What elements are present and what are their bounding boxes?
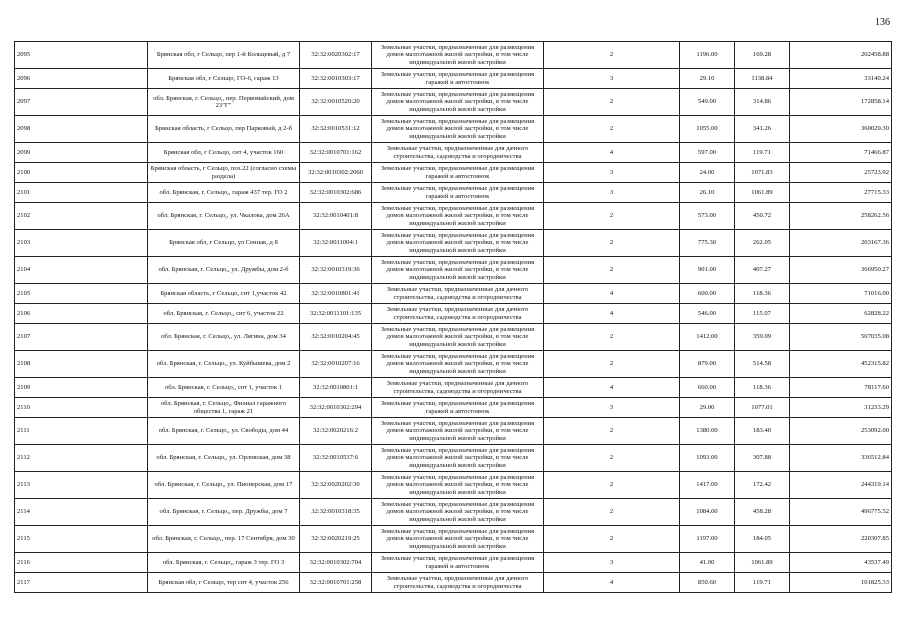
cadastral-value-cell: 25723.92 bbox=[790, 163, 892, 183]
area-cell: 597.00 bbox=[680, 143, 735, 163]
land-use-cell: Земельные участки, предназначенные для размещения гаражей и автостоянок bbox=[372, 398, 544, 418]
specific-value-cell: 119.71 bbox=[735, 143, 790, 163]
address-cell: обл. Брянская, г. Сельцо,, пер. Первомайский, дом 23"Г" bbox=[148, 89, 300, 116]
cadastral-value-cell: 244319.14 bbox=[790, 472, 892, 499]
land-use-cell: Земельные участки, предназначенные для размещения домов малоэтажной жилой застройки, в том числе индивидуальной жилой застройки bbox=[372, 351, 544, 378]
address-cell: обл. Брянская, г. Сельцо,, гараж 437 тер. ГО 2 bbox=[148, 183, 300, 203]
land-use-cell: Земельные участки, предназначенные для размещения домов малоэтажной жилой застройки, в том числе индивидуальной жилой застройки bbox=[372, 445, 544, 472]
table-row bbox=[15, 163, 892, 183]
group-cell: 2 bbox=[544, 351, 680, 378]
table-row bbox=[15, 183, 892, 203]
row-number: 2115 bbox=[15, 526, 148, 553]
cadastral-value-cell: 496775.52 bbox=[790, 499, 892, 526]
area-cell: 1380.00 bbox=[680, 418, 735, 445]
row-number: 2110 bbox=[15, 398, 148, 418]
specific-value-cell: 307.88 bbox=[735, 445, 790, 472]
cadastral-number-cell: 32:32:0010207:16 bbox=[300, 351, 372, 378]
address-cell: обл. Брянская, г. Сельцо,, Филиал гаражного общества 1, гараж 21 bbox=[148, 398, 300, 418]
specific-value-cell: 262.05 bbox=[735, 230, 790, 257]
address-cell: Брянская область, г Сельцо, снт 1,участок 42 bbox=[148, 284, 300, 304]
cadastral-number-cell: 32:32:0020219:25 bbox=[300, 526, 372, 553]
cadastral-value-cell: 202458.88 bbox=[790, 42, 892, 69]
table-row bbox=[15, 418, 892, 445]
group-cell: 3 bbox=[544, 69, 680, 89]
address-cell: Брянская область, г Сельцо, поз.22 (согласно схемы раздела) bbox=[148, 163, 300, 183]
land-use-cell: Земельные участки, предназначенные для размещения домов малоэтажной жилой застройки, в том числе индивидуальной жилой застройки bbox=[372, 203, 544, 230]
group-cell: 4 bbox=[544, 378, 680, 398]
address-cell: обл. Брянская, г. Сельцо,, гараж 3 тер. ГО 3 bbox=[148, 553, 300, 573]
cadastral-value-cell: 78117.60 bbox=[790, 378, 892, 398]
address-cell: Брянская обл, г Сельцо, тер снт 4, участок 256 bbox=[148, 573, 300, 593]
row-number: 2107 bbox=[15, 324, 148, 351]
area-cell: 1196.00 bbox=[680, 42, 735, 69]
group-cell: 2 bbox=[544, 499, 680, 526]
group-cell: 4 bbox=[544, 304, 680, 324]
cadastral-number-cell: 32:32:0010319:36 bbox=[300, 257, 372, 284]
cadastral-number-cell: 32:32:0010302:294 bbox=[300, 398, 372, 418]
cadastral-value-cell: 452315.82 bbox=[790, 351, 892, 378]
address-cell: обл. Брянская, г. Сельцо,, ул. Пионерская, дом 17 bbox=[148, 472, 300, 499]
cadastral-number-cell: 32:32:0010801:41 bbox=[300, 284, 372, 304]
address-cell: обл. Брянская, г. Сельцо,, ул. Орловская, дом 38 bbox=[148, 445, 300, 472]
area-cell: 24.00 bbox=[680, 163, 735, 183]
table-row bbox=[15, 398, 892, 418]
area-cell: 1197.00 bbox=[680, 526, 735, 553]
cadastral-number-cell: 32:32:0011101:135 bbox=[300, 304, 372, 324]
table-row bbox=[15, 378, 892, 398]
specific-value-cell: 1077.01 bbox=[735, 398, 790, 418]
address-cell: обл. Брянская, г. Сельцо,, ул. Дружбы, дом 2-б bbox=[148, 257, 300, 284]
cadastral-number-cell: 32:32:0010531:12 bbox=[300, 116, 372, 143]
land-use-cell: Земельные участки, предназначенные для дачного строительства, садоводства и огородничества bbox=[372, 304, 544, 324]
address-cell: обл. Брянская, г. Сельцо,, ул. Лягина, дом 34 bbox=[148, 324, 300, 351]
cadastral-number-cell: 32:32:0010302:704 bbox=[300, 553, 372, 573]
row-number: 2100 bbox=[15, 163, 148, 183]
group-cell: 4 bbox=[544, 143, 680, 163]
page-number: 136 bbox=[875, 17, 890, 28]
address-cell: обл. Брянская, г. Сельцо,, ул. Свободы, дом 44 bbox=[148, 418, 300, 445]
land-use-cell: Земельные участки, предназначенные для размещения гаражей и автостоянок bbox=[372, 553, 544, 573]
row-number: 2102 bbox=[15, 203, 148, 230]
cadastral-number-cell: 32:32:0010701:258 bbox=[300, 573, 372, 593]
table-row bbox=[15, 116, 892, 143]
address-cell: обл. Брянская, г. Сельцо,, пер. 17 Сентября, дом 30 bbox=[148, 526, 300, 553]
cadastral-value-cell: 101825.33 bbox=[790, 573, 892, 593]
area-cell: 1093.00 bbox=[680, 445, 735, 472]
specific-value-cell: 341.26 bbox=[735, 116, 790, 143]
table-row bbox=[15, 472, 892, 499]
table-row bbox=[15, 351, 892, 378]
row-number: 2109 bbox=[15, 378, 148, 398]
cadastral-value-cell: 71016.00 bbox=[790, 284, 892, 304]
cadastral-value-cell: 507035.08 bbox=[790, 324, 892, 351]
address-cell: обл. Брянская, г. Сельцо,, пер. Дружбы, дом 7 bbox=[148, 499, 300, 526]
table-row bbox=[15, 324, 892, 351]
group-cell: 2 bbox=[544, 526, 680, 553]
cadastral-number-cell: 32:32:0020302:17 bbox=[300, 42, 372, 69]
specific-value-cell: 407.27 bbox=[735, 257, 790, 284]
land-use-cell: Земельные участки, предназначенные для дачного строительства, садоводства и огородничества bbox=[372, 378, 544, 398]
cadastral-number-cell: 32:32:0010537:6 bbox=[300, 445, 372, 472]
table-row bbox=[15, 69, 892, 89]
land-use-cell: Земельные участки, предназначенные для размещения домов малоэтажной жилой застройки, в том числе индивидуальной жилой застройки bbox=[372, 257, 544, 284]
land-use-cell: Земельные участки, предназначенные для размещения домов малоэтажной жилой застройки, в том числе индивидуальной жилой застройки bbox=[372, 42, 544, 69]
cadastral-number-cell: 32:32:0010520:20 bbox=[300, 89, 372, 116]
land-use-cell: Земельные участки, предназначенные для дачного строительства, садоводства и огородничества bbox=[372, 143, 544, 163]
address-cell: обл. Брянская, г. Сельцо,, снт 1, участок 1 bbox=[148, 378, 300, 398]
group-cell: 4 bbox=[544, 284, 680, 304]
group-cell: 2 bbox=[544, 230, 680, 257]
group-cell: 2 bbox=[544, 42, 680, 69]
group-cell: 2 bbox=[544, 445, 680, 472]
cadastral-value-cell: 43537.49 bbox=[790, 553, 892, 573]
area-cell: 26.10 bbox=[680, 183, 735, 203]
land-use-cell: Земельные участки, предназначенные для размещения домов малоэтажной жилой застройки, в том числе индивидуальной жилой застройки bbox=[372, 499, 544, 526]
cadastral-value-cell: 360029.30 bbox=[790, 116, 892, 143]
group-cell: 3 bbox=[544, 183, 680, 203]
row-number: 2105 bbox=[15, 284, 148, 304]
specific-value-cell: 172.42 bbox=[735, 472, 790, 499]
specific-value-cell: 1061.89 bbox=[735, 553, 790, 573]
table-row bbox=[15, 499, 892, 526]
specific-value-cell: 450.72 bbox=[735, 203, 790, 230]
row-number: 2103 bbox=[15, 230, 148, 257]
address-cell: Брянская обл, г Сельцо, ГО-6, гараж 13 bbox=[148, 69, 300, 89]
specific-value-cell: 1138.84 bbox=[735, 69, 790, 89]
area-cell: 879.00 bbox=[680, 351, 735, 378]
cadastral-number-cell: 32:32:0010318:35 bbox=[300, 499, 372, 526]
table-row bbox=[15, 304, 892, 324]
land-use-cell: Земельные участки, предназначенные для размещения гаражей и автостоянок bbox=[372, 183, 544, 203]
cadastral-number-cell: 32:32:0010701:162 bbox=[300, 143, 372, 163]
land-use-cell: Земельные участки, предназначенные для размещения домов малоэтажной жилой застройки, в том числе индивидуальной жилой застройки bbox=[372, 230, 544, 257]
specific-value-cell: 359.09 bbox=[735, 324, 790, 351]
table-row bbox=[15, 526, 892, 553]
area-cell: 546.00 bbox=[680, 304, 735, 324]
land-use-cell: Земельные участки, предназначенные для дачного строительства, садоводства и огородничества bbox=[372, 284, 544, 304]
address-cell: обл. Брянская, г. Сельцо,, ул. Куйбышева, дом 2 bbox=[148, 351, 300, 378]
specific-value-cell: 118.36 bbox=[735, 284, 790, 304]
row-number: 2111 bbox=[15, 418, 148, 445]
group-cell: 3 bbox=[544, 398, 680, 418]
specific-value-cell: 514.58 bbox=[735, 351, 790, 378]
group-cell: 3 bbox=[544, 553, 680, 573]
cadastral-value-cell: 258262.56 bbox=[790, 203, 892, 230]
cadastral-value-cell: 62828.22 bbox=[790, 304, 892, 324]
cadastral-number-cell: 32:32:0010401:8 bbox=[300, 203, 372, 230]
row-number: 2104 bbox=[15, 257, 148, 284]
area-cell: 549.00 bbox=[680, 89, 735, 116]
area-cell: 41.00 bbox=[680, 553, 735, 573]
cadastral-number-cell: 32:32:0020216:2 bbox=[300, 418, 372, 445]
cadastral-value-cell: 31233.29 bbox=[790, 398, 892, 418]
land-use-cell: Земельные участки, предназначенные для размещения домов малоэтажной жилой застройки, в том числе индивидуальной жилой застройки bbox=[372, 89, 544, 116]
table-row bbox=[15, 89, 892, 116]
group-cell: 2 bbox=[544, 472, 680, 499]
address-cell: обл. Брянская, г. Сельцо,, ул. Чкалова, дом 26А bbox=[148, 203, 300, 230]
address-cell: Брянская обл, г Сельцо, снт 4, участок 160 bbox=[148, 143, 300, 163]
cadastral-value-cell: 336512.84 bbox=[790, 445, 892, 472]
cadastral-value-cell: 203167.36 bbox=[790, 230, 892, 257]
cadastral-number-cell: 32:32:0010302:686 bbox=[300, 183, 372, 203]
specific-value-cell: 183.40 bbox=[735, 418, 790, 445]
area-cell: 1084.00 bbox=[680, 499, 735, 526]
table-row bbox=[15, 257, 892, 284]
cadastral-value-cell: 27715.33 bbox=[790, 183, 892, 203]
cadastral-number-cell: 32:32:0010204:45 bbox=[300, 324, 372, 351]
row-number: 2114 bbox=[15, 499, 148, 526]
table-row bbox=[15, 553, 892, 573]
cadastral-value-cell: 366950.27 bbox=[790, 257, 892, 284]
cadastral-number-cell: 32:32:0011004:1 bbox=[300, 230, 372, 257]
land-use-cell: Земельные участки, предназначенные для размещения гаражей и автостоянок bbox=[372, 69, 544, 89]
area-cell: 600.00 bbox=[680, 284, 735, 304]
row-number: 2099 bbox=[15, 143, 148, 163]
area-cell: 573.00 bbox=[680, 203, 735, 230]
specific-value-cell: 1071.83 bbox=[735, 163, 790, 183]
area-cell: 901.00 bbox=[680, 257, 735, 284]
cadastral-value-table bbox=[14, 41, 892, 593]
row-number: 2096 bbox=[15, 69, 148, 89]
cadastral-value-cell: 220307.85 bbox=[790, 526, 892, 553]
specific-value-cell: 118.36 bbox=[735, 378, 790, 398]
cadastral-value-cell: 71466.87 bbox=[790, 143, 892, 163]
row-number: 2095 bbox=[15, 42, 148, 69]
address-cell: Брянская обл, г Сельцо, ул Сеннак, д 8 bbox=[148, 230, 300, 257]
row-number: 2112 bbox=[15, 445, 148, 472]
row-number: 2108 bbox=[15, 351, 148, 378]
row-number: 2106 bbox=[15, 304, 148, 324]
area-cell: 1412.00 bbox=[680, 324, 735, 351]
group-cell: 2 bbox=[544, 89, 680, 116]
land-use-cell: Земельные участки, предназначенные для размещения домов малоэтажной жилой застройки, в том числе индивидуальной жилой застройки bbox=[372, 472, 544, 499]
cadastral-value-cell: 172858.14 bbox=[790, 89, 892, 116]
land-use-cell: Земельные участки, предназначенные для дачного строительства, садоводства и огородничества bbox=[372, 573, 544, 593]
row-number: 2117 bbox=[15, 573, 148, 593]
group-cell: 4 bbox=[544, 573, 680, 593]
cadastral-value-cell: 253092.00 bbox=[790, 418, 892, 445]
row-number: 2113 bbox=[15, 472, 148, 499]
area-cell: 850.60 bbox=[680, 573, 735, 593]
area-cell: 660.00 bbox=[680, 378, 735, 398]
table-row bbox=[15, 230, 892, 257]
area-cell: 29.00 bbox=[680, 398, 735, 418]
cadastral-number-cell: 32:32:0010801:1 bbox=[300, 378, 372, 398]
land-use-cell: Земельные участки, предназначенные для размещения домов малоэтажной жилой застройки, в том числе индивидуальной жилой застройки bbox=[372, 324, 544, 351]
group-cell: 3 bbox=[544, 163, 680, 183]
cadastral-value-cell: 33140.24 bbox=[790, 69, 892, 89]
table-row bbox=[15, 203, 892, 230]
group-cell: 2 bbox=[544, 203, 680, 230]
group-cell: 2 bbox=[544, 116, 680, 143]
cadastral-number-cell: 32:32:0010302:2060 bbox=[300, 163, 372, 183]
area-cell: 1055.00 bbox=[680, 116, 735, 143]
group-cell: 2 bbox=[544, 257, 680, 284]
address-cell: обл. Брянская, г. Сельцо,, снт 6, участок 22 bbox=[148, 304, 300, 324]
land-use-cell: Земельные участки, предназначенные для размещения домов малоэтажной жилой застройки, в том числе индивидуальной жилой застройки bbox=[372, 418, 544, 445]
row-number: 2116 bbox=[15, 553, 148, 573]
table-row bbox=[15, 573, 892, 593]
area-cell: 775.30 bbox=[680, 230, 735, 257]
cadastral-number-cell: 32:32:0010303:17 bbox=[300, 69, 372, 89]
specific-value-cell: 119.71 bbox=[735, 573, 790, 593]
specific-value-cell: 314.86 bbox=[735, 89, 790, 116]
group-cell: 2 bbox=[544, 418, 680, 445]
group-cell: 2 bbox=[544, 324, 680, 351]
area-cell: 29.10 bbox=[680, 69, 735, 89]
specific-value-cell: 1061.89 bbox=[735, 183, 790, 203]
specific-value-cell: 184.05 bbox=[735, 526, 790, 553]
specific-value-cell: 458.28 bbox=[735, 499, 790, 526]
area-cell: 1417.00 bbox=[680, 472, 735, 499]
land-use-cell: Земельные участки, предназначенные для размещения домов малоэтажной жилой застройки, в том числе индивидуальной жилой застройки bbox=[372, 526, 544, 553]
land-use-cell: Земельные участки, предназначенные для размещения гаражей и автостоянок bbox=[372, 163, 544, 183]
table-body bbox=[15, 42, 892, 593]
row-number: 2097 bbox=[15, 89, 148, 116]
row-number: 2098 bbox=[15, 116, 148, 143]
table-row bbox=[15, 284, 892, 304]
specific-value-cell: 115.07 bbox=[735, 304, 790, 324]
specific-value-cell: 169.28 bbox=[735, 42, 790, 69]
address-cell: Брянская обл, г Сельцо, пер 1-й Кольцевый, д 7 bbox=[148, 42, 300, 69]
address-cell: Брянская область, г Сельцо, пер Парковый, д 2-б bbox=[148, 116, 300, 143]
cadastral-number-cell: 32:32:0020202:30 bbox=[300, 472, 372, 499]
table-row bbox=[15, 143, 892, 163]
table-row bbox=[15, 42, 892, 69]
row-number: 2101 bbox=[15, 183, 148, 203]
table-row bbox=[15, 445, 892, 472]
land-use-cell: Земельные участки, предназначенные для размещения домов малоэтажной жилой застройки, в том числе индивидуальной жилой застройки bbox=[372, 116, 544, 143]
